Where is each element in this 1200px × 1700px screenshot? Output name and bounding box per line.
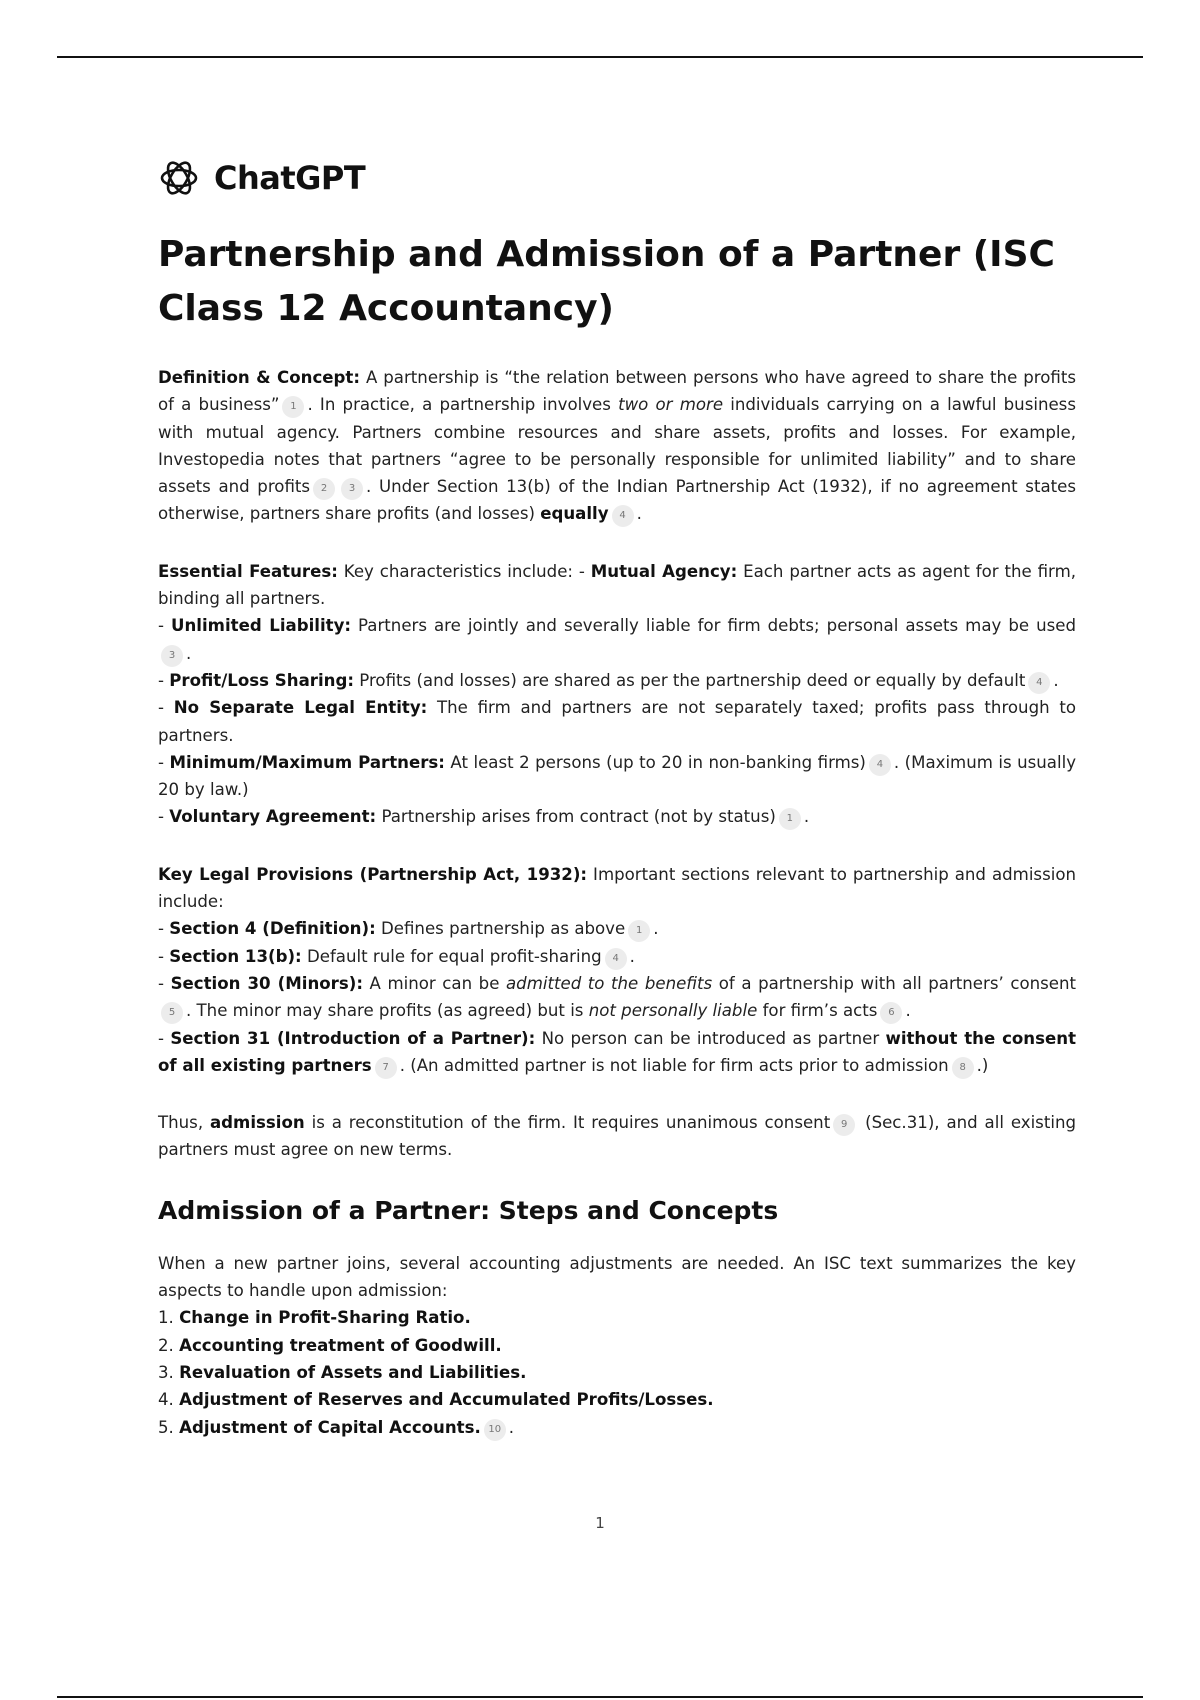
list-dash: - (158, 946, 170, 966)
section-text: Defines partnership as above (375, 919, 626, 939)
section-end: .) (976, 1055, 989, 1075)
feature-text: Each partner acts as agent for the firm, binding all partners. (158, 561, 1077, 609)
citation-badge[interactable]: 4 (605, 948, 627, 970)
summary-text: is a reconstitution of the firm. It requires unanimous consent (304, 1113, 831, 1133)
feature-text: Partners are jointly and severally liable for firm debts; personal assets may be used (351, 616, 1076, 636)
citation-badge[interactable]: 8 (952, 1057, 974, 1079)
legal-line (158, 1025, 1076, 1080)
admission-intro: When a new partner joins, several accounting adjustments are needed. An ISC text summarizes the key aspects to handle upon admission: (158, 1253, 1076, 1301)
citation-badge[interactable]: 2 (313, 478, 335, 500)
definition-text: A partnership is “the relation between persons who have agreed to share the profits of a business” (158, 368, 1076, 415)
feature-line (158, 749, 1076, 804)
citation-badge[interactable]: 1 (282, 396, 304, 418)
list-item-text: Adjustment of Capital Accounts. (179, 1417, 481, 1437)
definition-label: Definition & Concept: (158, 368, 360, 387)
section-text: . (An admitted partner is not liable for firm acts prior to admission (399, 1055, 949, 1075)
admission-steps-paragraph (158, 1250, 1076, 1441)
citation-badge[interactable]: 9 (833, 1114, 855, 1136)
definition-text: individuals carrying on a lawful business with mutual agency. Partners combine resources and share assets, profits and losses. For example, Investopedia notes that partners “agree to be personally responsible for unlimited liability” and to share assets and profits (158, 395, 1076, 497)
bottom-rule (57, 1696, 1143, 1698)
list-item-text: Revaluation of Assets and Liabilities. (179, 1362, 527, 1382)
definition-text: . (636, 504, 642, 524)
section-text: . The minor may share profits (as agreed) but is (186, 1001, 589, 1021)
feature-line (158, 803, 1076, 830)
feature-text: The firm and partners are not separately taxed; profits pass through to partners. (158, 698, 1077, 745)
feature-label: Mutual Agency: (590, 561, 738, 581)
citation-badge[interactable]: 5 (161, 1002, 183, 1024)
list-item-text: Change in Profit-Sharing Ratio. (179, 1308, 471, 1328)
summary-text: (Sec.31), and all existing partners must agree on new terms. (158, 1113, 1076, 1160)
summary-text: Thus, (158, 1113, 210, 1133)
feature-line (158, 558, 1076, 613)
list-number: 3. (158, 1362, 180, 1382)
citation-badge[interactable]: 1 (779, 808, 801, 830)
legal-intro: Important sections relevant to partnership and admission include: (158, 864, 1076, 912)
feature-label: Profit/Loss Sharing: (169, 670, 354, 690)
feature-end: . (803, 807, 810, 827)
section-end: . (905, 1001, 911, 1021)
citation-badge[interactable]: 4 (1028, 672, 1050, 694)
list-dash: - (158, 670, 170, 690)
definition-text: . Under Section 13(b) of the Indian Partnership Act (1932), if no agreement states otherwise, partners share profits (and losses) (158, 477, 1076, 524)
citation-badge[interactable]: 3 (341, 478, 363, 500)
feature-line (158, 667, 1076, 694)
list-dash: - (158, 919, 170, 939)
admission-summary-paragraph (158, 1109, 1076, 1164)
list-number: 1. (158, 1308, 180, 1328)
list-item-end: . (508, 1417, 515, 1437)
list-item (158, 1304, 1076, 1331)
feature-label: Minimum/Maximum Partners: (169, 752, 445, 772)
section-end: . (629, 946, 635, 966)
brand-header (158, 150, 1076, 206)
list-dash: - (158, 752, 170, 772)
feature-label: Unlimited Liability: (171, 616, 352, 636)
section-label: Section 13(b): (169, 946, 302, 966)
legal-line (158, 943, 1076, 970)
legal-label: Key Legal Provisions (Partnership Act, 1932): (158, 864, 588, 884)
definition-text: . In practice, a partnership involves (307, 395, 619, 415)
features-label: Essential Features: (158, 561, 338, 581)
section-text: of a partnership with all partners’ consent (712, 973, 1076, 993)
feature-text: Profits (and losses) are shared as per the partnership deed or equally by default (353, 670, 1026, 690)
feature-text: At least 2 persons (up to 20 in non-banking firms) (444, 752, 866, 772)
list-dash: - (158, 807, 170, 827)
feature-end: . (1053, 670, 1059, 690)
feature-end: . (186, 643, 192, 663)
brand-name: ChatGPT (214, 159, 366, 197)
section-label: Section 31 (Introduction of a Partner): (170, 1028, 536, 1048)
section-text: for firm’s acts (757, 1001, 878, 1021)
citation-badge[interactable]: 4 (869, 754, 891, 776)
citation-badge[interactable]: 7 (375, 1057, 397, 1079)
citation-badge[interactable]: 1 (628, 920, 650, 942)
section-label: Section 30 (Minors): (170, 973, 363, 993)
citation-badge[interactable]: 4 (612, 505, 634, 527)
chatgpt-knot-icon (158, 157, 200, 199)
section-text: Default rule for equal profit-sharing (301, 946, 602, 966)
section-heading: Admission of a Partner: Steps and Concepts (158, 1195, 779, 1225)
feature-line (158, 612, 1076, 667)
section-end: . (653, 919, 659, 939)
list-item-text: Adjustment of Reserves and Accumulated Profits/Losses. (179, 1390, 714, 1410)
list-number: 5. (158, 1417, 180, 1437)
feature-text: Partnership arises from contract (not by status) (376, 807, 776, 827)
summary-bold: admission (209, 1113, 305, 1133)
section-emphasis: not personally liable (588, 1001, 758, 1021)
features-paragraph (158, 558, 1076, 831)
section-text: No person can be introduced as partner (535, 1028, 886, 1048)
legal-line (158, 861, 1076, 916)
section-emphasis: admitted to the benefits (506, 973, 713, 993)
legal-provisions-paragraph (158, 861, 1076, 1079)
feature-end: . (Maximum is usually 20 by law.) (158, 752, 1077, 800)
section-bold: without the consent of all existing partners (158, 1028, 1076, 1075)
section-text: A minor can be (362, 973, 506, 993)
list-dash: - (158, 973, 171, 993)
citation-badge[interactable]: 3 (161, 645, 183, 667)
legal-line (158, 970, 1076, 1025)
feature-line (158, 694, 1076, 749)
list-item (158, 1386, 1076, 1413)
page-title: Partnership and Admission of a Partner (ISC Class 12 Accountancy) (158, 234, 1055, 329)
list-dash: - (158, 616, 172, 636)
list-dash: - (158, 698, 174, 718)
page-number: 1 (595, 1514, 605, 1532)
section-label: Section 4 (Definition): (169, 919, 376, 939)
top-rule (57, 56, 1143, 58)
citation-badge[interactable]: 6 (880, 1002, 902, 1024)
definition-paragraph (158, 364, 1076, 528)
feature-label: Voluntary Agreement: (169, 807, 377, 827)
citation-badge[interactable]: 10 (484, 1419, 506, 1441)
legal-line (158, 915, 1076, 942)
list-number: 2. (158, 1335, 180, 1355)
list-item-text: Accounting treatment of Goodwill. (179, 1335, 502, 1355)
list-item (158, 1359, 1076, 1386)
list-item (158, 1414, 1076, 1441)
features-intro: Key characteristics include: - (337, 561, 591, 581)
list-item (158, 1332, 1076, 1359)
document-body (158, 150, 1076, 1471)
definition-emphasis: two or more (618, 395, 724, 415)
list-dash: - (158, 1028, 171, 1048)
feature-label: No Separate Legal Entity: (173, 698, 428, 718)
list-number: 4. (158, 1390, 180, 1410)
definition-bold: equally (540, 504, 609, 524)
